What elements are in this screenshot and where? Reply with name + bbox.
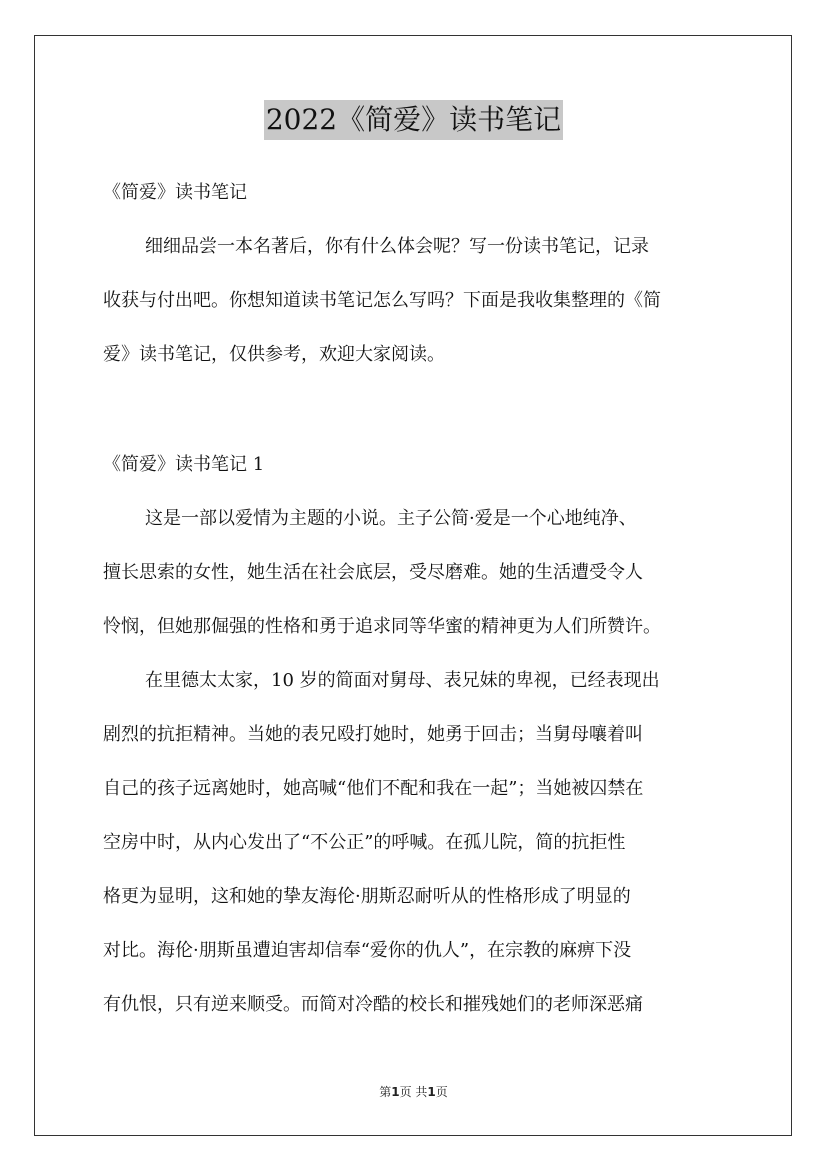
title-container <box>0 100 827 140</box>
document-title: 2022《简爱》读书笔记 <box>264 100 563 140</box>
paragraph-line: 怜悯，但她那倔强的性格和勇于追求同等华蜜的精神更为人们所赞许。 <box>103 616 661 637</box>
paragraph-line: 空房中时，从内心发出了“不公正”的呼喊。在孤儿院，简的抗拒性 <box>103 832 626 853</box>
paragraph-line: 在里德太太家，10 岁的简面对舅母、表兄妹的卑视，已经表现出 <box>145 670 660 691</box>
page-footer <box>0 1084 827 1100</box>
paragraph-line: 有仇恨，只有逆来顺受。而简对冷酷的校长和摧残她们的老师深恶痛 <box>103 994 643 1015</box>
footer-page-total: 1 <box>427 1085 436 1099</box>
intro-line: 爱》读书笔记，仅供参考，欢迎大家阅读。 <box>103 344 445 365</box>
paragraph-line: 这是一部以爱情为主题的小说。主子公简·爱是一个心地纯净、 <box>145 508 637 529</box>
footer-page-prefix: 第 <box>379 1085 392 1099</box>
footer-page-mid: 页 共 <box>399 1085 428 1099</box>
footer-page-suffix: 页 <box>435 1085 448 1099</box>
paragraph-line: 擅长思索的女性，她生活在社会底层，受尽磨难。她的生活遭受令人 <box>103 562 643 583</box>
section-title: 《简爱》读书笔记 1 <box>103 454 265 475</box>
footer-page-current: 1 <box>391 1085 400 1099</box>
intro-line: 细细品尝一本名著后，你有什么体会呢？写一份读书笔记，记录 <box>145 236 649 257</box>
paragraph-line: 对比。海伦·朋斯虽遭迫害却信奉“爱你的仇人”，在宗教的麻痹下没 <box>103 940 632 961</box>
paragraph-line: 剧烈的抗拒精神。当她的表兄殴打她时，她勇于回击；当舅母嚷着叫 <box>103 724 643 745</box>
intro-line: 收获与付出吧。你想知道读书笔记怎么写吗？下面是我收集整理的《简 <box>103 290 661 311</box>
paragraph-line: 格更为显明，这和她的挚友海伦·朋斯忍耐听从的性格形成了明显的 <box>103 886 631 907</box>
document-subtitle: 《简爱》读书笔记 <box>103 182 247 203</box>
paragraph-line: 自己的孩子远离她时，她高喊“他们不配和我在一起”；当她被囚禁在 <box>103 778 644 799</box>
